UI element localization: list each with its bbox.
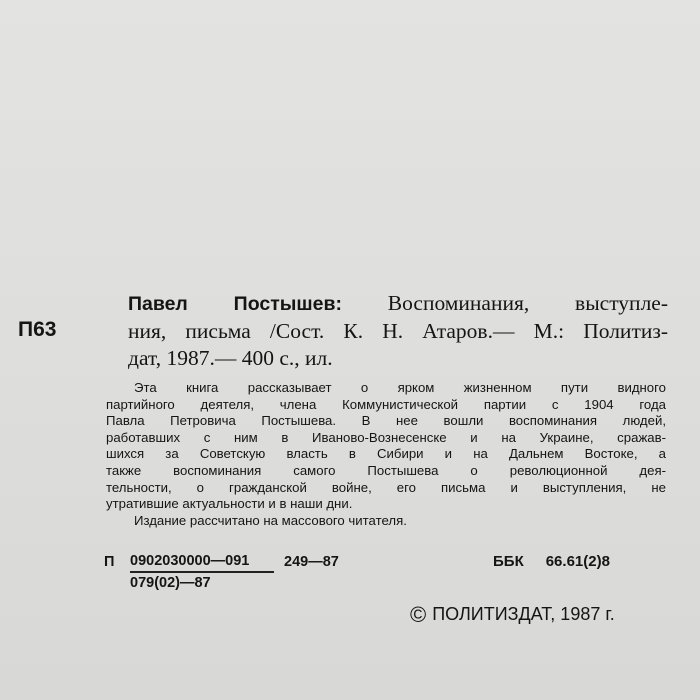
bbk-label: ББК (493, 553, 524, 570)
index-denominator: 079(02)—87 (130, 574, 211, 591)
catalog-code: П63 (18, 318, 57, 341)
annotation-line: Павла Петровича Постышева. В нее вошли воспоминания людей, (106, 413, 666, 429)
order-number: 249—87 (284, 554, 339, 570)
heading-line-1 (128, 290, 668, 318)
copyright-line (410, 602, 615, 628)
annotation-line: тельности, о гражданской войне, его письма и выступления, не (106, 479, 666, 495)
heading-line-2: ния, письма /Сост. К. Н. Атаров.— М.: Политиз- (128, 319, 668, 343)
bbk-classification (493, 553, 610, 570)
annotation-line: утратившие актуальности и в наши дни. (106, 496, 353, 512)
index-numerator: 0902030000—091 (130, 553, 250, 569)
annotation-line: Эта книга рассказывает о ярком жизненном пути видного (134, 380, 666, 395)
annotation-line: работавших с ним в Иваново-Вознесенске и на Украине, сражав- (106, 429, 666, 445)
annotation-line: также воспоминания самого Постышева о революционной дея- (106, 462, 666, 478)
annotation-line: партийного деятеля, члена Коммунистической партии с 1904 года (106, 396, 666, 412)
bbk-code: 66.61(2)8 (545, 553, 610, 570)
heading-line-3: дат, 1987.— 400 с., ил. (128, 346, 333, 370)
bibliographic-heading (128, 290, 668, 372)
annotation-text (106, 380, 666, 529)
annotation-line: шихся за Советскую власть в Сибири и на Дальнем Востоке, а (106, 446, 666, 462)
fraction-bar (130, 571, 274, 573)
copyright-text: ПОЛИТИЗДАТ, 1987 г. (432, 604, 615, 624)
title-start: Воспоминания, выступле- (341, 291, 668, 315)
author-name: Павел Постышев: (128, 293, 342, 315)
index-letter: П (104, 554, 115, 570)
copyright-icon: © (410, 602, 427, 627)
index-fraction (130, 552, 274, 592)
audience-note: Издание рассчитано на массового читателя. (134, 512, 407, 528)
